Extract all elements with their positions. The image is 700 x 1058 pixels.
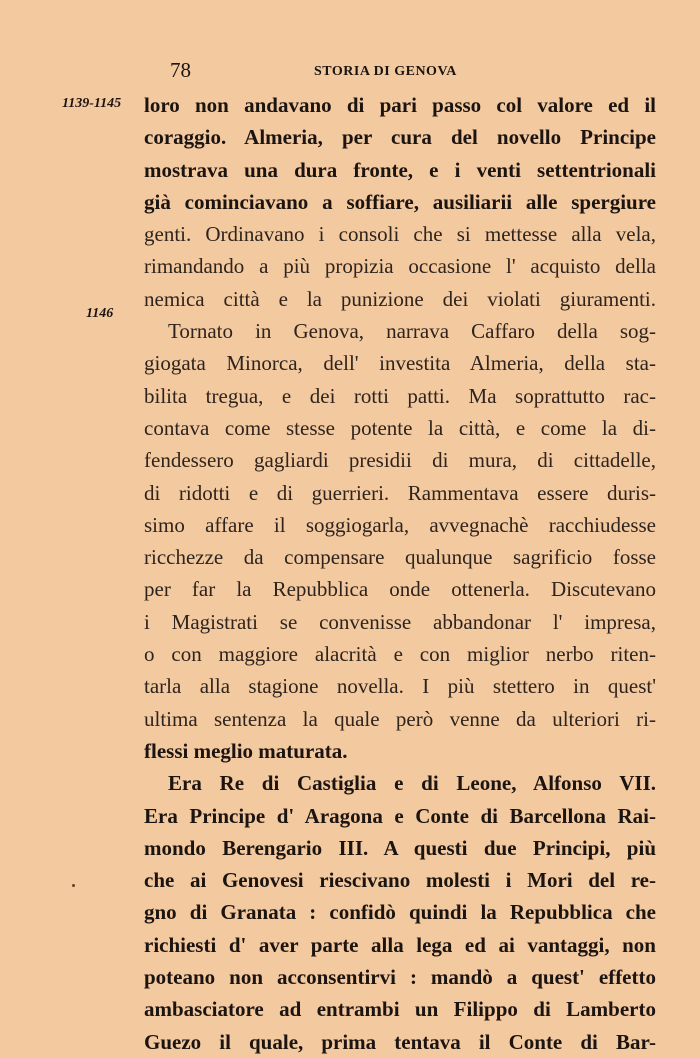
text-line: di ridotti e di guerrieri. Rammentava essere duris- (144, 480, 656, 505)
text-line: fendessero gagliardi presidii di mura, di cittadelle, (144, 448, 656, 473)
text-line: richiesti d' aver parte alla lega ed ai vantaggi, non (144, 932, 656, 957)
text-line: flessi meglio maturata. (144, 738, 348, 763)
text-line: ambasciatore ad entrambi un Filippo di Lamberto (144, 997, 656, 1022)
running-head: STORIA DI GENOVA (314, 64, 457, 79)
text-line: giogata Minorca, dell' investita Almeria, della sta- (144, 351, 656, 376)
text-line: contava come stesse potente la città, e come la di- (144, 415, 656, 440)
text-line: mondo Berengario III. A questi due Principi, più (144, 835, 656, 860)
text-line: gno di Granata : confidò quindi la Repubblica che (144, 900, 656, 925)
text-line: genti. Ordinavano i consoli che si mettesse alla vela, (144, 222, 656, 247)
margin-mark (72, 884, 75, 887)
text-line: simo affare il soggiogarla, avvegnachè racchiudesse (144, 512, 656, 537)
text-line: o con maggiore alacrità e con miglior nerbo riten- (144, 642, 656, 667)
text-line: poteano non acconsentirvi : mandò a quest' effetto (144, 965, 656, 990)
margin-years-1139-1145: 1139-1145 (62, 96, 122, 111)
text-line: bilita tregua, e dei rotti patti. Ma soprattutto rac- (144, 383, 656, 408)
text-line: loro non andavano di pari passo col valore ed il (144, 93, 656, 117)
text-line: ultima sentenza la quale però venne da ulteriori ri- (144, 706, 656, 731)
text-line: i Magistrati se convenisse abbandonar l' impresa, (144, 609, 656, 634)
text-line: tarla alla stagione novella. I più stettero in quest' (144, 674, 656, 699)
text-line: Era Re di Castiglia e di Leone, Alfonso VII. (168, 771, 656, 796)
page-header (170, 58, 490, 88)
text-line: nemica città e la punizione dei violati giuramenti. (144, 286, 656, 311)
text-line: per far la Repubblica onde ottenerla. Discutevano (144, 577, 656, 602)
text-line: Era Principe d' Aragona e Conte di Barcellona Rai- (144, 803, 656, 828)
margin-year-1146: 1146 (86, 306, 114, 321)
text-line: che ai Genovesi riescivano molesti i Mori del re- (144, 868, 656, 893)
text-line: coraggio. Almeria, per cura del novello Principe (144, 125, 656, 150)
text-line: Guezo il quale, prima tentava il Conte di Bar- (144, 1029, 656, 1054)
page-number: 78 (170, 58, 191, 82)
text-line: Tornato in Genova, narrava Caffaro della sog- (168, 319, 656, 344)
text-line: già cominciavano a soffiare, ausiliarii alle spergiure (144, 189, 656, 214)
text-line: ricchezze da compensare qualunque sagrificio fosse (144, 545, 656, 570)
text-line: rimandando a più propizia occasione l' acquisto della (144, 254, 656, 279)
text-line: mostrava una dura fronte, e i venti settentrionali (144, 157, 656, 182)
body-text (144, 89, 656, 1058)
